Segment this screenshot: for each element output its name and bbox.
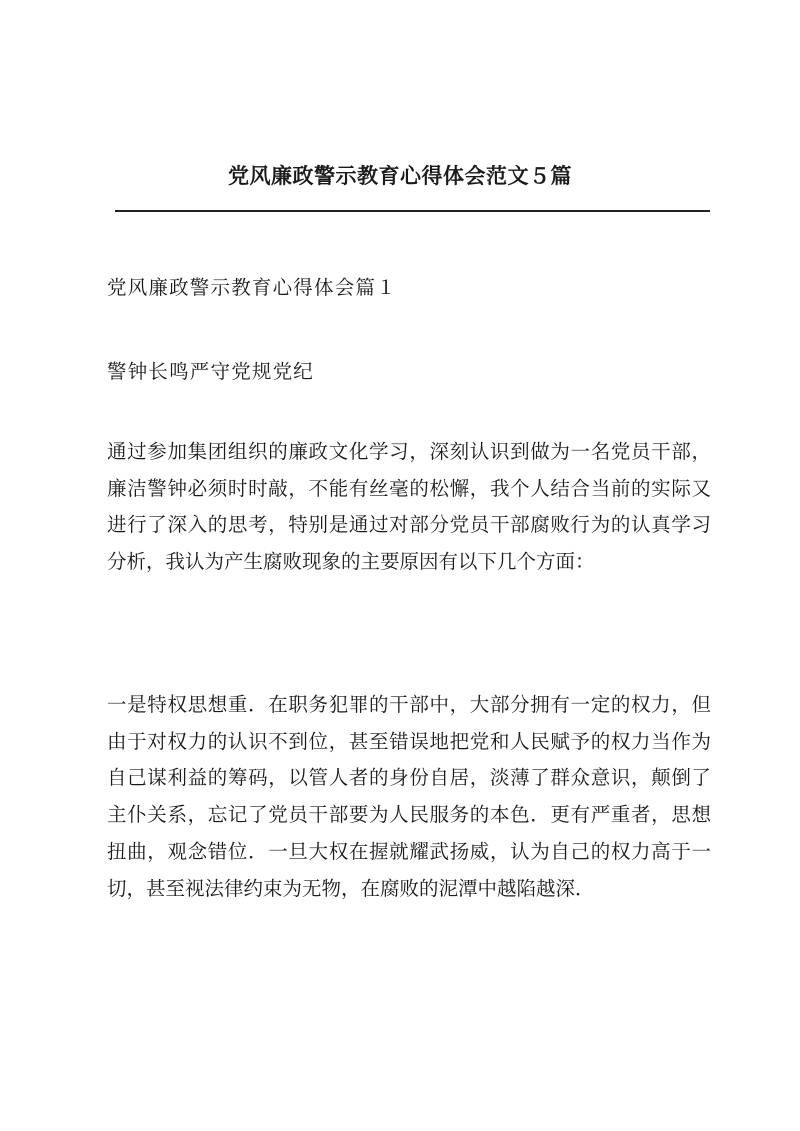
paragraph-1: 通过参加集团组织的廉政文化学习，深刻认识到做为一名党员干部，廉洁警钟必须时时敲，不能有丝毫的松懈，我个人结合当前的实际又进行了深入的思考，特别是通过对部分党员干部腐败行为的认真学习分析，我认为产生腐败现象的主要原因有以下几个方面： bbox=[107, 440, 711, 574]
paragraph-2: 一是特权思想重．在职务犯罪的干部中，大部分拥有一定的权力，但由于对权力的认识不到位，甚至错误地把党和人民赋予的权力当作为自己谋利益的筹码，以管人者的身份自居，淡薄了群众意识，颠倒了主仆关系，忘记了党员干部要为人民服务的本色．更有严重者，思想扭曲，观念错位．一旦大权在握就耀武扬威，认为自己的权力高于一切，甚至视法律约束为无物，在腐败的泥潭中越陷越深． bbox=[107, 693, 711, 900]
title-underline bbox=[115, 210, 710, 212]
section-subtitle: 警钟长鸣严守党规党纪 bbox=[107, 360, 315, 383]
document-title: 党风廉政警示教育心得体会范文５篇 bbox=[228, 163, 572, 188]
section-heading: 党风廉政警示教育心得体会篇１ bbox=[107, 276, 397, 299]
